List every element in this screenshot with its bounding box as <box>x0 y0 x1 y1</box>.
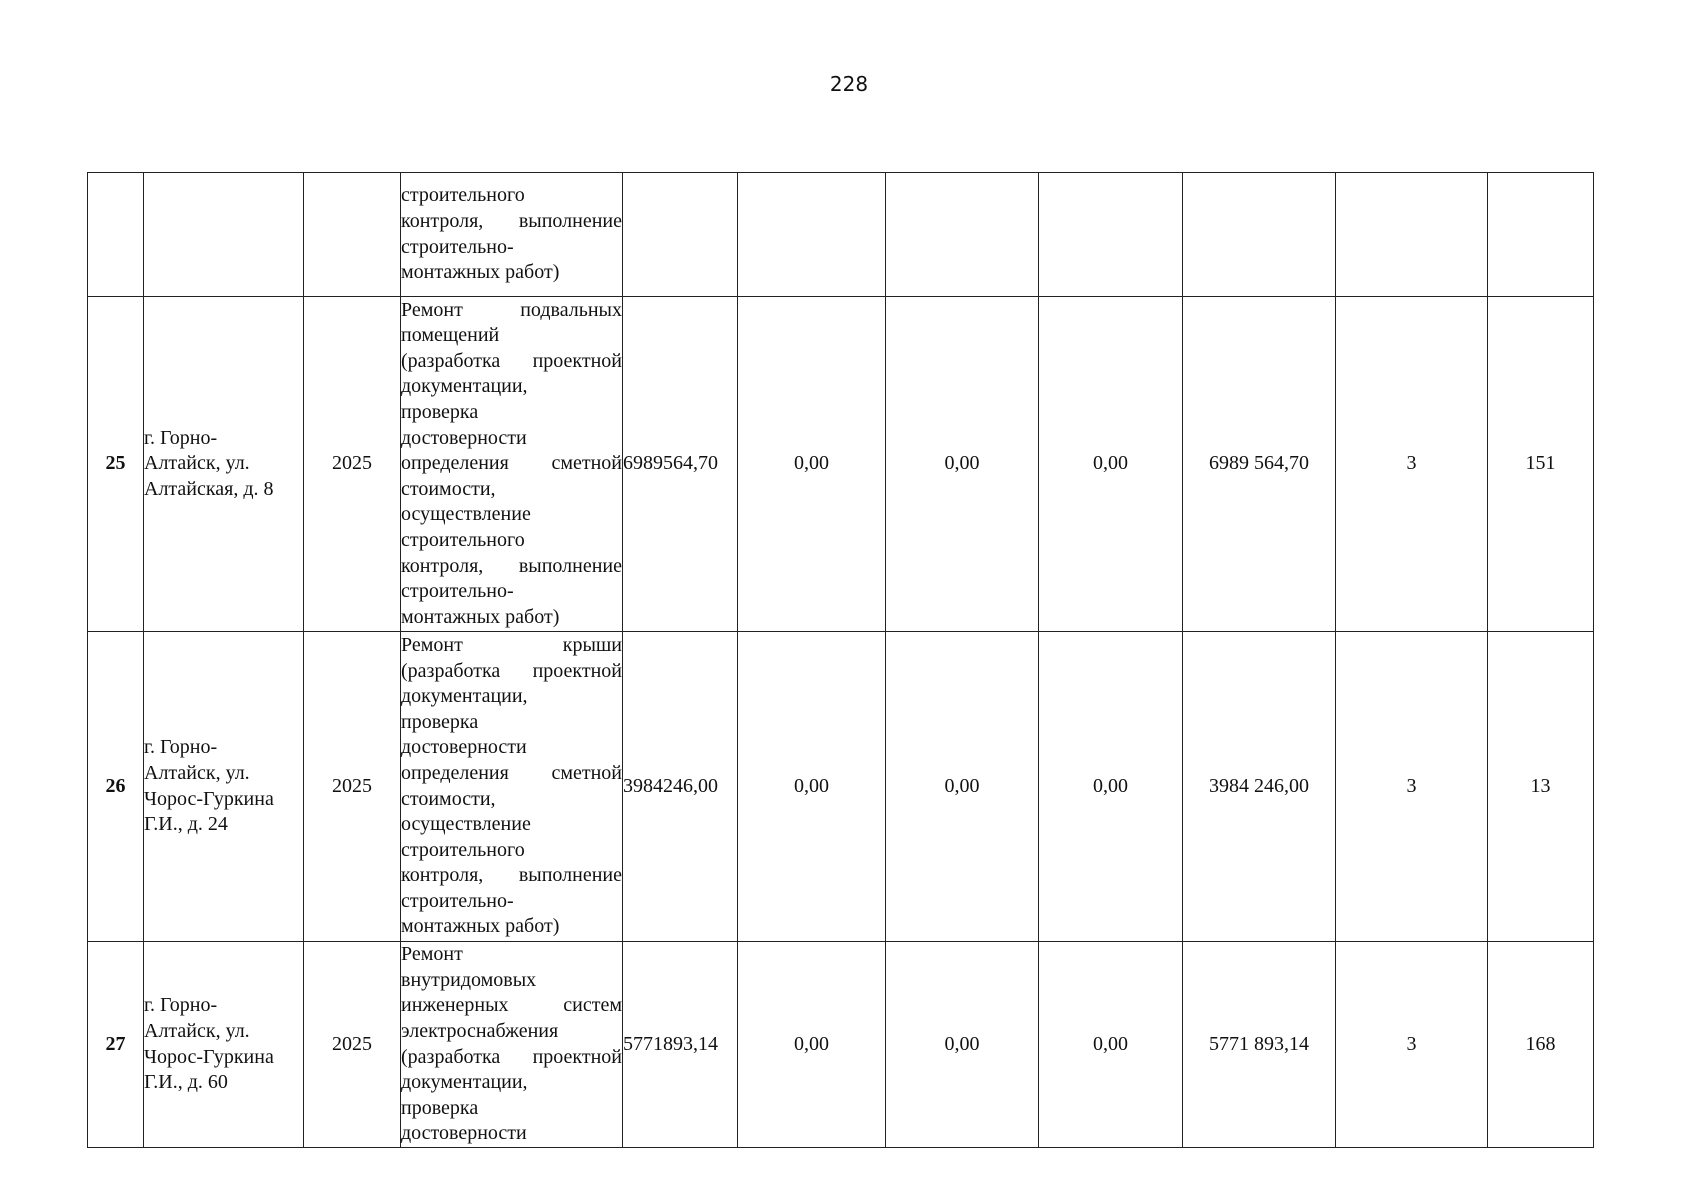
count-cell <box>1488 173 1594 297</box>
work-description-line: Ремонт <box>401 943 463 966</box>
work-description-line: строительного <box>401 184 525 207</box>
work-description-line: достоверности <box>401 426 527 449</box>
fund-cell-1: 0,00 <box>738 942 886 1148</box>
year-cell <box>304 173 401 297</box>
year-cell: 2025 <box>304 297 401 632</box>
work-description-cell <box>401 173 623 297</box>
address-line: Алтайск, ул. <box>144 761 250 784</box>
address-line: г. Горно- <box>144 426 218 449</box>
address-cell <box>144 173 304 297</box>
count-cell: 13 <box>1488 632 1594 942</box>
work-description-cell <box>401 942 623 1148</box>
work-description-line: достоверности <box>401 1122 527 1145</box>
fund-cell-1: 0,00 <box>738 632 886 942</box>
work-description-line: инженерных систем <box>401 994 622 1017</box>
address-cell <box>144 632 304 942</box>
total-cost-cell: 6989564,70 <box>623 297 738 632</box>
fund-cell-2: 0,00 <box>886 632 1039 942</box>
row-number-cell: 25 <box>88 297 144 632</box>
work-description-line: (разработка проектной <box>401 349 622 372</box>
work-description-line: внутридомовых <box>401 968 537 991</box>
work-description-line: Ремонт подвальных <box>401 298 622 321</box>
address-cell <box>144 942 304 1148</box>
row-number-cell: 26 <box>88 632 144 942</box>
fund-cell-3: 0,00 <box>1039 632 1183 942</box>
work-description-line: осуществление <box>401 813 531 836</box>
work-description-line: строительно- <box>401 889 514 912</box>
total-cost-cell <box>623 173 738 297</box>
year-cell: 2025 <box>304 942 401 1148</box>
work-description-line: монтажных работ) <box>401 915 560 938</box>
work-description-line: проверка <box>401 710 479 733</box>
category-cell: 3 <box>1336 632 1488 942</box>
fund-cell-2: 0,00 <box>886 942 1039 1148</box>
year-cell: 2025 <box>304 632 401 942</box>
row-number-cell: 27 <box>88 942 144 1148</box>
work-description-line: контроля, выполнение <box>401 209 622 232</box>
work-description-line: строительного <box>401 528 525 551</box>
address-line: Алтайская, д. 8 <box>144 477 274 500</box>
fund-cell-2: 0,00 <box>886 297 1039 632</box>
fund-cell-4: 6989 564,70 <box>1183 297 1336 632</box>
address-line: г. Горно- <box>144 994 218 1017</box>
work-description-line: документации, <box>401 685 528 708</box>
work-description-line: контроля, выполнение <box>401 554 622 577</box>
fund-cell-1 <box>738 173 886 297</box>
fund-cell-4: 5771 893,14 <box>1183 942 1336 1148</box>
category-cell: 3 <box>1336 297 1488 632</box>
work-description-line: определения сметной <box>401 452 622 475</box>
work-description-line: стоимости, <box>401 787 496 810</box>
work-description-line: электроснабжения <box>401 1019 559 1042</box>
fund-cell-1: 0,00 <box>738 297 886 632</box>
table-row <box>88 942 1594 1148</box>
category-cell: 3 <box>1336 942 1488 1148</box>
program-table <box>87 172 1594 1148</box>
work-description-line: контроля, выполнение <box>401 864 622 887</box>
work-description-line: (разработка проектной <box>401 659 622 682</box>
address-line: Г.И., д. 60 <box>144 1071 228 1094</box>
work-description-line: строительно- <box>401 580 514 603</box>
work-description-line: помещений <box>401 324 500 347</box>
work-description-line: проверка <box>401 1096 479 1119</box>
work-description-cell <box>401 632 623 942</box>
address-line: Г.И., д. 24 <box>144 813 228 836</box>
fund-cell-4 <box>1183 173 1336 297</box>
fund-cell-3: 0,00 <box>1039 297 1183 632</box>
row-number-cell <box>88 173 144 297</box>
fund-cell-2 <box>886 173 1039 297</box>
total-cost-cell: 5771893,14 <box>623 942 738 1148</box>
address-line: Алтайск, ул. <box>144 452 250 475</box>
category-cell <box>1336 173 1488 297</box>
fund-cell-3: 0,00 <box>1039 942 1183 1148</box>
work-description-line: строительно- <box>401 235 514 258</box>
work-description-line: монтажных работ) <box>401 261 560 284</box>
table-row <box>88 297 1594 632</box>
address-line: Чорос-Гуркина <box>144 1045 274 1068</box>
work-description-line: монтажных работ) <box>401 605 560 628</box>
work-description-line: проверка <box>401 401 479 424</box>
table-row <box>88 173 1594 297</box>
work-description-line: стоимости, <box>401 477 496 500</box>
work-description-line: достоверности <box>401 736 527 759</box>
address-line: Алтайск, ул. <box>144 1019 250 1042</box>
work-description-line: (разработка проектной <box>401 1045 622 1068</box>
page-number: 228 <box>829 72 869 96</box>
address-line: г. Горно- <box>144 736 218 759</box>
work-description-line: Ремонт крыши <box>401 633 622 656</box>
work-description-cell <box>401 297 623 632</box>
count-cell: 151 <box>1488 297 1594 632</box>
count-cell: 168 <box>1488 942 1594 1148</box>
work-description-line: строительного <box>401 838 525 861</box>
address-line: Чорос-Гуркина <box>144 787 274 810</box>
work-description-line: осуществление <box>401 503 531 526</box>
fund-cell-4: 3984 246,00 <box>1183 632 1336 942</box>
work-description-line: документации, <box>401 1071 528 1094</box>
work-description-line: определения сметной <box>401 761 622 784</box>
table-body <box>88 173 1594 1148</box>
fund-cell-3 <box>1039 173 1183 297</box>
table-row <box>88 632 1594 942</box>
address-cell <box>144 297 304 632</box>
work-description-line: документации, <box>401 375 528 398</box>
total-cost-cell: 3984246,00 <box>623 632 738 942</box>
